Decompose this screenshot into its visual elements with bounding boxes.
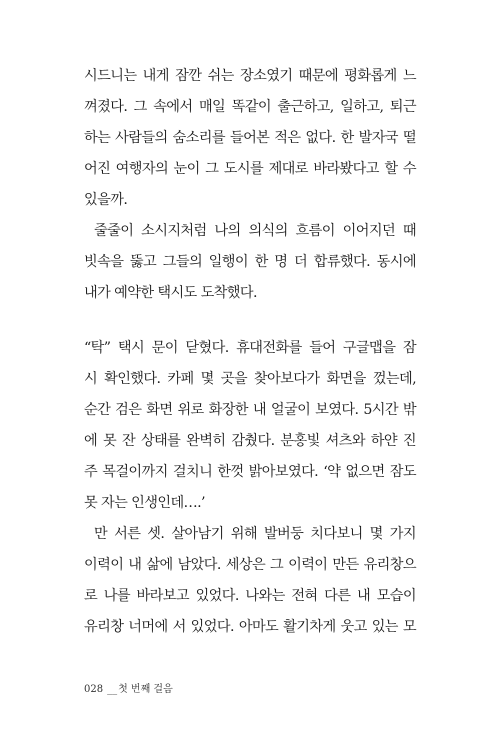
text-line: 내가 예약한 택시도 도착했다. (84, 285, 257, 301)
text-line: 에 못 잔 상태를 완벽히 감췄다. 분홍빛 셔츠와 하얀 진 (84, 433, 416, 449)
text-line: 시드니는 내게 잠깐 쉬는 장소였기 때문에 평화롭게 느 (84, 68, 416, 84)
text-line: 껴졌다. 그 속에서 매일 똑같이 출근하고, 일하고, 퇴근 (84, 99, 416, 115)
text-line: 이력이 내 삶에 남았다. 세상은 그 이력이 만든 유리창으 (84, 557, 416, 573)
page-footer (84, 683, 173, 697)
text-line: 유리창 너머에 서 있었다. 아마도 활기차게 웃고 있는 모 (84, 619, 416, 635)
text-line: “탁” 택시 문이 닫혔다. 휴대전화를 들어 구글맵을 잠 (84, 340, 416, 356)
text-line: 하는 사람들의 숨소리를 들어본 적은 없다. 한 발자국 떨 (84, 130, 416, 146)
text-line: 있을까. (84, 192, 128, 208)
footer-separator: __ (107, 684, 118, 695)
text-line: 빗속을 뚫고 그들의 일행이 한 명 더 합류했다. 동시에 (84, 254, 416, 270)
text-line: 시 확인했다. 카페 몇 곳을 찾아보다가 화면을 껐는데, (84, 371, 416, 387)
text-line: 주 목걸이까지 걸치니 한껏 밝아보였다. ‘약 없으면 잠도 (84, 464, 416, 480)
text-line: 만 서른 셋. 살아남기 위해 발버둥 치다보니 몇 가지 (94, 526, 416, 542)
text-line: 줄줄이 소시지처럼 나의 의식의 흐름이 이어지던 때 (94, 223, 416, 239)
text-line: 순간 검은 화면 위로 화장한 내 얼굴이 보였다. 5시간 밖 (84, 402, 416, 418)
text-line: 로 나를 바라보고 있었다. 나와는 전혀 다른 내 모습이 (84, 588, 416, 604)
text-line: 못 자는 인생인데….’ (84, 495, 205, 511)
page-number: 028 (84, 684, 104, 695)
chapter-title: 첫 번째 걸음 (118, 684, 173, 695)
text-line: 어진 여행자의 눈이 그 도시를 제대로 바라봤다고 할 수 (84, 161, 416, 177)
